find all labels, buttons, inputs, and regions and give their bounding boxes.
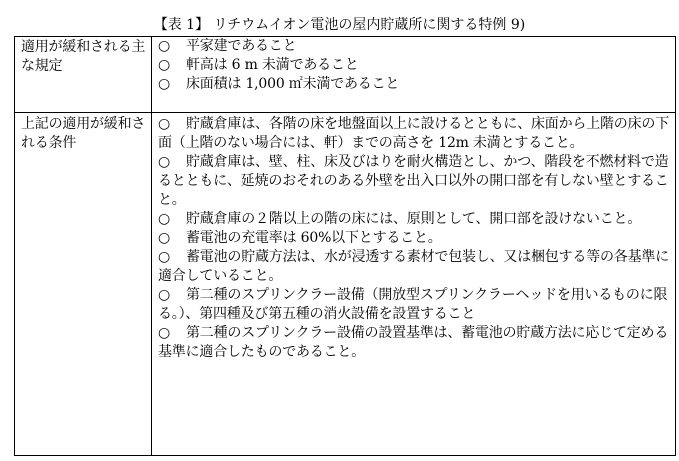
bullet-mark: ○: [158, 249, 171, 265]
list-item: [158, 229, 671, 248]
row-content-cell: [152, 113, 676, 456]
table-row: [15, 37, 676, 113]
bullet-mark: ○: [158, 325, 171, 341]
list-item: [158, 248, 671, 286]
item-text: 貯蔵倉庫は、各階の床を地盤面以上に設けるとともに、床面から上階の床の下面（上階のない場合には、軒）までの高さを 12m 未満とすること。: [158, 116, 669, 151]
bullet-mark: ○: [158, 38, 171, 54]
list-item: [158, 75, 671, 94]
item-text: 平家建であること: [186, 38, 297, 54]
item-text: 蓄電池の充電率は 60%以下とすること。: [186, 230, 442, 246]
bullet-mark: ○: [158, 116, 171, 132]
list-item: [158, 286, 671, 324]
bullet-mark: ○: [158, 211, 171, 227]
item-text: 貯蔵倉庫の２階以上の階の床には、原則として、開口部を設けないこと。: [186, 211, 642, 227]
bullet-mark: ○: [158, 154, 171, 170]
table-caption: 【表 1】 リチウムイオン電池の屋内貯蔵所に関する特例 9): [153, 17, 526, 33]
item-text: 第二種のスプリンクラー設備の設置基準は、蓄電池の貯蔵方法に応じて定める基準に適合したものであること。: [158, 325, 669, 360]
item-text: 第二種のスプリンクラー設備（開放型スプリンクラーヘッドを用いるものに限る。）、第四種及び第五種の消火設備を設置すること: [158, 287, 668, 322]
list-item: [158, 37, 671, 56]
bullet-mark: ○: [158, 230, 171, 246]
item-text: 床面積は 1,000 ㎡未満であること: [186, 76, 400, 92]
row-label-cell: [15, 113, 152, 456]
list-item: [158, 210, 671, 229]
row-label-cell: [15, 37, 152, 113]
bullet-mark: ○: [158, 287, 171, 303]
list-item: [158, 56, 671, 75]
item-text: 貯蔵倉庫は、壁、柱、床及びはりを耐火構造とし、かつ、階段を不燃材料で造るとともに、延焼のおそれのある外壁を出入口以外の開口部を有しない壁とすること。: [158, 154, 669, 208]
special-provisions-table: [14, 36, 676, 456]
bullet-mark: ○: [158, 57, 171, 73]
list-item: [158, 153, 671, 210]
row-content-cell: [152, 37, 676, 113]
row-label: 上記の適用が緩和される条件: [21, 116, 146, 151]
list-item: [158, 324, 671, 362]
row-label: 適用が緩和される主な規定: [21, 39, 146, 74]
item-text: 蓄電池の貯蔵方法は、水が浸透する素材で包装し、又は梱包する等の各基準に適合していること。: [158, 249, 669, 284]
list-item: [158, 115, 671, 153]
item-text: 軒高は 6 m 未満であること: [186, 57, 359, 73]
bullet-mark: ○: [158, 76, 171, 92]
table-row: [15, 113, 676, 456]
